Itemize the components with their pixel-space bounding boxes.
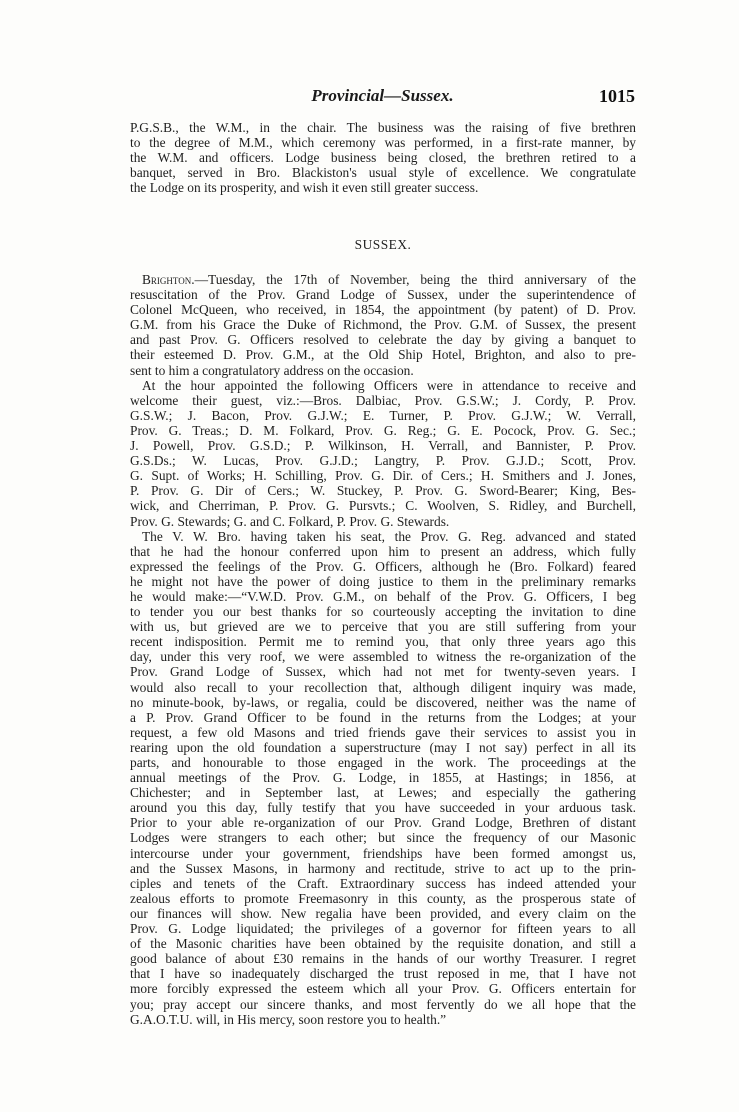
running-title: Provincial—Sussex. <box>311 86 454 105</box>
body-line: and past Prov. G. Officers resolved to celebrate the day by giving a banquet to <box>130 332 636 348</box>
body-line: Lodges were strangers to each other; but since the frequency of our Masonic <box>130 830 636 846</box>
body-line: welcome their guest, viz.:—Bros. Dalbiac, Prov. G.S.W.; J. Cordy, P. Prov. <box>130 392 636 408</box>
body-first-line <box>130 272 636 287</box>
body-line: intercourse under your government, friendships have been formed amongst us, <box>130 845 636 861</box>
body-line: around you this day, fully testify that you have succeeded in your arduous task. <box>130 800 636 816</box>
body-line: G.S.Ds.; W. Lucas, Prov. G.J.D.; Langtry, P. Prov. G.J.D.; Scott, Prov. <box>130 453 636 469</box>
body-line: good balance of about £30 remains in the hands of our worthy Treasurer. I regret <box>130 951 636 967</box>
body-line: that I have so inadequately discharged the trust reposed in me, that I have not <box>130 966 636 982</box>
body-line: G. Supt. of Works; H. Schilling, Prov. G. Dir. of Cers.; H. Smithers and J. Jones, <box>130 468 636 484</box>
body-line: ciples and tenets of the Craft. Extraordinary success has indeed attended your <box>130 875 636 891</box>
body-line: G.A.O.T.U. will, in His mercy, soon restore you to health.” <box>130 1011 447 1027</box>
body-line: Chichester; and in September last, at Lewes; and especially the gathering <box>130 785 636 801</box>
body-line: P. Prov. G. Dir of Cers.; W. Stuckey, P. Prov. G. Sword-Bearer; King, Bes- <box>130 483 636 499</box>
body-line: Prior to your able re-organization of our Prov. Grand Lodge, Brethren of distant <box>130 815 636 831</box>
intro-line: to the degree of M.M., which ceremony was performed, in a first-rate manner, by <box>130 135 636 151</box>
body-line: and the Sussex Masons, in harmony and rectitude, strive to act up to the prin- <box>130 860 636 876</box>
body-line: a P. Prov. Grand Officer to be found in the returns from the Lodges; at your <box>130 709 636 725</box>
body-text <box>130 272 636 1027</box>
body-line: J. Powell, Prov. G.S.D.; P. Wilkinson, H. Verrall, and Bannister, P. Prov. <box>130 438 636 454</box>
body-line: annual meetings of the Prov. G. Lodge, in 1855, at Hastings; in 1856, at <box>130 770 636 786</box>
body-line: Prov. G. Lodge liquidated; the privileges of a governor for fifteen years to all <box>130 921 636 937</box>
body-line: Prov. G. Stewards; G. and C. Folkard, P. Prov. G. Stewards. <box>130 513 450 529</box>
body-lines <box>130 287 636 1027</box>
body-line: to tender you our best thanks for so courteously accepting the invitation to dine <box>130 604 636 620</box>
intro-line: P.G.S.B., the W.M., in the chair. The business was the raising of five brethren <box>130 120 636 135</box>
body-line: recent indisposition. Permit me to remind you, that only three years ago this <box>130 634 636 650</box>
dateline-place: Brighton. <box>142 272 195 287</box>
section-heading: SUSSEX. <box>354 237 412 252</box>
body-line: parts, and honourable to those engaged in the work. The proceedings at the <box>130 755 636 770</box>
body-line: that he had the honour conferred upon him to present an address, which fully <box>130 543 636 559</box>
body-line: The V. W. Bro. having taken his seat, the Prov. G. Reg. advanced and stated <box>142 528 636 544</box>
dateline-rest: —Tuesday, the 17th of November, being the third anniversary of the <box>194 272 636 287</box>
body-line: rearing upon the old foundation a superstructure (may I not say) perfect in all its <box>130 739 636 755</box>
body-line: he might not have the power of doing justice to them in the preliminary remarks <box>130 573 636 589</box>
body-line: request, a few old Masons and tried friends gave their services to assist you in <box>130 724 636 740</box>
body-line: zealous efforts to promote Freemasonry in this county, as the prosperous state of <box>130 890 636 906</box>
body-line: more forcibly expressed the esteem which all your Prov. G. Officers entertain for <box>130 981 636 997</box>
body-line: sent to him a congratulatory address on the occasion. <box>130 362 414 378</box>
body-line: Prov. Grand Lodge of Sussex, which had not met for twenty-seven years. I <box>130 664 636 680</box>
body-line: their esteemed D. Prov. G.M., at the Old Ship Hotel, Brighton, and also to pre- <box>130 347 636 363</box>
body-line: our finances will show. New regalia have been provided, and every claim on the <box>130 905 636 921</box>
body-line: would also recall to your recollection that, although diligent inquiry was made, <box>130 679 636 695</box>
body-line: he would make:—“V.W.D. Prov. G.M., on behalf of the Prov. G. Officers, I beg <box>130 588 636 604</box>
body-line: Colonel McQueen, who received, in 1854, the appointment (by patent) of D. Prov. <box>130 302 636 318</box>
body-line: wick, and Cherriman, P. Prov. G. Pursvts.; C. Woolven, S. Ridley, and Burchell, <box>130 498 636 514</box>
body-line: G.S.W.; J. Bacon, Prov. G.J.W.; E. Turner, P. Prov. G.J.W.; W. Verrall, <box>130 407 636 423</box>
intro-line: the Lodge on its prosperity, and wish it even still greater success. <box>130 180 479 196</box>
body-line: expressed the feelings of the Prov. G. Officers, although he (Bro. Folkard) feared <box>130 558 636 574</box>
body-line: resuscitation of the Prov. Grand Lodge of Sussex, under the superintendence of <box>130 287 636 303</box>
body-line: with us, but grieved are we to perceive that you are still suffering from your <box>130 619 636 635</box>
body-line: no minute-book, by-laws, or regalia, could be discovered, neither was the name of <box>130 694 636 710</box>
page-number: 1015 <box>599 86 635 106</box>
body-line: of the Masonic charities have been obtained by the requisite donation, and still a <box>130 936 636 952</box>
intro-line: the W.M. and officers. Lodge business being closed, the brethren retired to a <box>130 150 636 166</box>
body-line: you; pray accept our sincere thanks, and most fervently do we all hope that the <box>130 996 636 1012</box>
intro-paragraph <box>130 120 636 195</box>
body-line: At the hour appointed the following Officers were in attendance to receive and <box>142 377 636 393</box>
body-line: day, under this very roof, we were assembled to witness the re-organization of the <box>130 649 636 665</box>
body-line: G.M. from his Grace the Duke of Richmond, the Prov. G.M. of Sussex, the present <box>130 317 636 333</box>
running-head <box>130 86 635 110</box>
body-line: Prov. G. Treas.; D. M. Folkard, Prov. G. Reg.; G. E. Pocock, Prov. G. Sec.; <box>130 422 636 438</box>
intro-line: banquet, served in Bro. Blackiston's usual style of excellence. We congratulate <box>130 165 636 181</box>
